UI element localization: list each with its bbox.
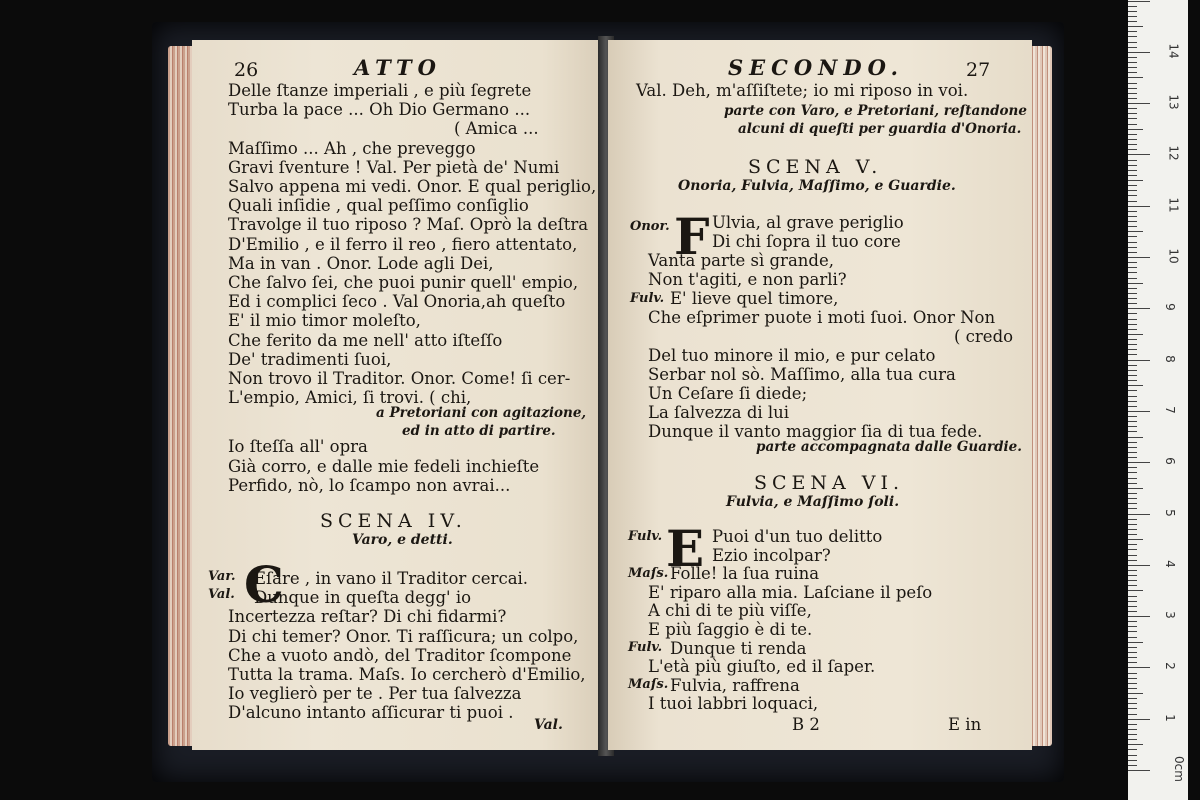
- verse-line: ( Amica ...: [454, 119, 539, 139]
- ruler-label: 6: [1162, 457, 1177, 466]
- verse-line: E più ſaggio è di te.: [648, 620, 813, 639]
- ruler-tick: [1128, 719, 1150, 720]
- ruler-tick: [1128, 693, 1143, 694]
- ruler-tick: [1128, 575, 1137, 576]
- ruler-tick: [1128, 442, 1137, 443]
- ruler-tick: [1128, 170, 1137, 171]
- ruler-tick: [1128, 11, 1137, 12]
- ruler-tick: [1128, 467, 1137, 468]
- ruler-tick: [1128, 739, 1137, 740]
- ruler-tick: [1128, 570, 1137, 571]
- ruler-tick: [1128, 457, 1137, 458]
- ruler-tick: [1128, 303, 1137, 304]
- ruler-label: 12: [1166, 145, 1181, 162]
- scene-cast: Fulvia, e Maſſimo ſoli.: [726, 494, 900, 510]
- ruler-tick: [1128, 339, 1137, 340]
- ruler-tick: [1128, 498, 1137, 499]
- ruler-tick: [1128, 401, 1137, 402]
- ruler-tick: [1128, 580, 1137, 581]
- verse-line: Maſſimo ... Ah , che preveggo: [228, 138, 476, 158]
- ruler-tick: [1128, 124, 1137, 125]
- ruler-tick: [1128, 201, 1137, 202]
- page-number-left: 26: [234, 59, 259, 81]
- ruler-tick: [1128, 678, 1137, 679]
- ruler-tick: [1128, 360, 1150, 361]
- ruler-label: 11: [1166, 197, 1181, 213]
- ruler-tick: [1128, 380, 1137, 381]
- ruler-tick: [1128, 242, 1137, 243]
- verse-line: I tuoi labbri loquaci,: [648, 694, 819, 714]
- ruler-tick: [1128, 257, 1150, 258]
- ruler-tick: [1128, 508, 1137, 509]
- ruler-tick: [1128, 755, 1137, 756]
- verse-line: Non trovo il Traditor. Onor. Come! ſi cer-: [228, 369, 571, 388]
- ruler-tick: [1128, 606, 1137, 607]
- ruler-label: 7: [1162, 406, 1177, 414]
- scene-cast: Onoria, Fulvia, Maſſimo, e Guardie.: [678, 178, 956, 194]
- ruler-tick: [1128, 57, 1137, 58]
- ruler-tick: [1128, 683, 1137, 684]
- ruler-tick: [1128, 596, 1137, 597]
- verse-line: La ſalvezza di lui: [648, 403, 790, 422]
- ruler-tick: [1128, 47, 1137, 48]
- ruler-tick: [1128, 462, 1150, 463]
- ruler-tick: [1128, 529, 1137, 530]
- ruler-tick: [1128, 211, 1137, 212]
- ruler-tick: [1128, 652, 1137, 653]
- catchword: E in: [948, 715, 982, 734]
- ruler-tick: [1128, 539, 1143, 540]
- ruler-tick: [1128, 175, 1137, 176]
- ruler-tick: [1128, 313, 1137, 314]
- ruler-label: 4: [1162, 559, 1177, 568]
- ruler-tick: [1128, 421, 1137, 422]
- ruler-tick: [1128, 765, 1137, 766]
- ruler-tick: [1128, 83, 1137, 84]
- verse-line: Io ſteſſa all' opra: [228, 437, 368, 456]
- ruler-tick: [1128, 149, 1137, 150]
- ruler-tick: [1128, 724, 1137, 725]
- ruler-tick: [1128, 252, 1137, 253]
- ruler-label: 1: [1162, 713, 1177, 722]
- ruler-tick: [1128, 308, 1150, 309]
- ruler-tick: [1128, 642, 1143, 643]
- ruler-tick: [1128, 42, 1137, 43]
- ruler-tick: [1128, 503, 1137, 504]
- ruler-tick: [1128, 673, 1137, 674]
- scene-cast: Varo, e detti.: [352, 532, 453, 548]
- ruler-tick: [1128, 416, 1137, 417]
- verse-line: ( credo: [954, 327, 1014, 346]
- verse-line: E' il mio timor moleſto,: [228, 311, 421, 331]
- ruler-tick: [1128, 621, 1137, 622]
- ruler-tick: [1128, 216, 1137, 217]
- ruler-tick: [1128, 749, 1137, 750]
- ruler-tick: [1128, 565, 1150, 566]
- ruler-tick: [1128, 231, 1143, 232]
- speaker-label: Var.: [208, 569, 236, 584]
- ruler-tick: [1128, 431, 1137, 432]
- verse-line: A chi di te più viſſe,: [648, 601, 812, 621]
- ruler-tick: [1128, 483, 1137, 484]
- measurement-ruler: [1128, 0, 1188, 800]
- ruler-tick: [1128, 549, 1137, 550]
- verse-line: Ezio incolpar?: [712, 545, 831, 565]
- ruler-tick: [1128, 667, 1150, 668]
- ruler-tick: [1128, 62, 1137, 63]
- verse-line: Delle ſtanze imperiali , e più ſegrete: [228, 81, 532, 100]
- verse-line: Io veglierò per te . Per tua ſalvezza: [228, 684, 522, 704]
- verse-line: Gravi ſventure ! Val. Per pietà de' Numi: [228, 157, 560, 177]
- ruler-tick: [1128, 31, 1137, 32]
- speaker-label: Fulv.: [628, 640, 663, 655]
- drop-cap: E: [666, 519, 705, 578]
- verse-line: Tutta la trama. Maſs. Io cercherò d'Emilio,: [228, 665, 586, 684]
- stage-direction: parte con Varo, e Pretoriani, reſtandone: [724, 103, 1027, 119]
- verse-line: Fulvia, raffrena: [670, 675, 800, 695]
- ruler-tick: [1128, 221, 1137, 222]
- ruler-tick: [1128, 195, 1137, 196]
- speaker-label: Fulv.: [630, 291, 665, 306]
- ruler-tick: [1128, 118, 1137, 119]
- ruler-tick: [1128, 437, 1143, 438]
- ruler-tick: [1128, 729, 1137, 730]
- ruler-tick: [1128, 616, 1150, 617]
- speaker-label: Maſs.: [628, 566, 669, 581]
- ruler-tick: [1128, 354, 1137, 355]
- ruler-tick: [1128, 267, 1137, 268]
- verse-line: Che eſprimer puote i moti ſuoi. Onor Non: [648, 308, 996, 327]
- verse-line: E' lieve quel timore,: [670, 289, 839, 308]
- verse-line: Dunque in queſta degg' io: [254, 588, 472, 608]
- verse-line: L'età più giuſto, ed il ſaper.: [648, 657, 876, 677]
- ruler-tick: [1128, 770, 1150, 771]
- verse-line: Di chi temer? Onor. Ti raſſicura; un colpo,: [228, 626, 579, 646]
- drop-cap: F: [674, 207, 710, 266]
- ruler-tick: [1128, 165, 1137, 166]
- ruler-tick: [1128, 472, 1137, 473]
- ruler-tick: [1128, 103, 1150, 104]
- ruler-tick: [1128, 344, 1137, 345]
- ruler-tick: [1128, 734, 1137, 735]
- ruler-tick: [1128, 601, 1137, 602]
- ruler-tick: [1128, 478, 1137, 479]
- ruler-tick: [1128, 560, 1137, 561]
- ruler-label: 8: [1162, 354, 1177, 363]
- verse-line: Perfido, nò, lo ſcampo non avrai...: [228, 476, 511, 495]
- ruler-tick: [1128, 385, 1143, 386]
- ruler-tick: [1128, 298, 1137, 299]
- verse-line: Dunque ti renda: [670, 638, 807, 658]
- ruler-tick: [1128, 703, 1137, 704]
- speaker-label: Val.: [208, 587, 235, 602]
- ruler-tick: [1128, 319, 1137, 320]
- scene-title: SCENA IV.: [320, 510, 467, 532]
- verse-line: Del tuo minore il mio, e pur celato: [648, 346, 936, 365]
- ruler-tick: [1128, 698, 1137, 699]
- ruler-tick: [1128, 688, 1137, 689]
- right-page: [608, 40, 1032, 750]
- running-head-left: ATTO: [354, 55, 442, 80]
- speaker-label: Maſs.: [628, 677, 669, 692]
- right-page-edges: [1030, 46, 1052, 746]
- ruler-tick: [1128, 113, 1137, 114]
- verse-line: Quali inſidie , qual peſſimo conſiglio: [228, 196, 529, 216]
- verse-line: Dunque il vanto maggior ſia di tua fede.: [648, 422, 983, 441]
- ruler-tick: [1128, 647, 1137, 648]
- ruler-tick: [1128, 744, 1143, 745]
- catchword: Val.: [534, 717, 563, 733]
- stage-direction: parte accompagnata dalle Guardie.: [756, 439, 1022, 455]
- verse-line: De' tradimenti ſuoi,: [228, 349, 392, 369]
- ruler-tick: [1128, 452, 1137, 453]
- verse-line: Che ferito da me nell' atto iſteſſo: [228, 330, 503, 350]
- ruler-tick: [1128, 72, 1137, 73]
- verse-line: Vanta parte sì grande,: [648, 251, 834, 270]
- speaker-label: Onor.: [630, 219, 670, 234]
- stage-direction: ed in atto di partire.: [402, 423, 556, 439]
- ruler-tick: [1128, 657, 1137, 658]
- verse-line: Un Ceſare ſi diede;: [648, 384, 808, 403]
- ruler-tick: [1128, 247, 1137, 248]
- ruler-tick: [1128, 370, 1137, 371]
- verse-line: D'Emilio , e il ferro il reo , fiero attentato,: [228, 234, 578, 254]
- ruler-tick: [1128, 514, 1150, 515]
- ruler-tick: [1128, 108, 1137, 109]
- ruler-tick: [1128, 519, 1137, 520]
- verse-line: Salvo appena mi vedi. Onor. E qual periglio,: [228, 177, 597, 196]
- ruler-tick: [1128, 406, 1137, 407]
- ruler-tick: [1128, 144, 1137, 145]
- ruler-tick: [1128, 52, 1150, 53]
- ruler-tick: [1128, 662, 1137, 663]
- verse-line: Non t'agiti, e non parli?: [648, 270, 847, 289]
- verse-line: Già corro, e dalle mie fedeli inchieſte: [228, 456, 540, 476]
- ruler-tick: [1128, 77, 1143, 78]
- verse-line: L'empio, Amici, ſi trovi. ( chi,: [228, 388, 472, 408]
- stage-direction: alcuni di queſti per guardia d'Onoria.: [738, 121, 1022, 137]
- ruler-tick: [1128, 708, 1137, 709]
- ruler-tick: [1128, 21, 1137, 22]
- verse-line: Di chi ſopra il tuo core: [712, 232, 901, 251]
- verse-line: Travolge il tuo riposo ? Maſ. Oprò la deſtra: [228, 215, 589, 235]
- ruler-tick: [1128, 349, 1137, 350]
- ruler-tick: [1128, 160, 1137, 161]
- ruler-tick: [1128, 590, 1143, 591]
- ruler-tick: [1128, 411, 1150, 412]
- ruler-tick: [1128, 16, 1137, 17]
- verse-line: Folle! la ſua ruina: [670, 564, 820, 584]
- left-page: [192, 40, 604, 750]
- signature-mark: B 2: [792, 715, 820, 734]
- verse-line: Ed i complici ſeco . Val Onoria,ah queſto: [228, 292, 566, 312]
- ruler-label: 10: [1166, 248, 1181, 264]
- ruler-tick: [1128, 98, 1137, 99]
- verse-line: Eſare , in vano il Traditor cercai.: [254, 569, 529, 588]
- speaker-label: Fulv.: [628, 529, 663, 544]
- ruler-tick: [1128, 626, 1137, 627]
- ruler-tick: [1128, 396, 1137, 397]
- ruler-tick: [1128, 714, 1137, 715]
- ruler-label: 5: [1162, 508, 1177, 517]
- verse-line: Che ſalvo ſei, che puoi punir quell' empio,: [228, 273, 579, 292]
- ruler-tick: [1128, 631, 1137, 632]
- ruler-tick: [1128, 329, 1137, 330]
- ruler-tick: [1128, 334, 1143, 335]
- ruler-tick: [1128, 288, 1137, 289]
- verse-line: Ma in van . Onor. Lode agli Dei,: [228, 253, 494, 273]
- ruler-tick: [1128, 534, 1137, 535]
- ruler-tick: [1128, 611, 1137, 612]
- ruler-tick: [1128, 324, 1137, 325]
- ruler-tick: [1128, 293, 1137, 294]
- ruler-tick: [1128, 524, 1137, 525]
- verse-line: Incertezza reſtar? Di chi fidarmi?: [228, 607, 507, 627]
- stage-direction: a Pretoriani con agitazione,: [376, 405, 587, 421]
- ruler-tick: [1128, 93, 1137, 94]
- ruler-tick: [1128, 206, 1150, 207]
- verse-line: Puoi d'un tuo delitto: [712, 527, 883, 546]
- verse-line: Turba la pace ... Oh Dio Germano ...: [228, 100, 531, 120]
- ruler-tick: [1128, 226, 1137, 227]
- ruler-label: 14: [1166, 43, 1181, 59]
- scene-title: SCENA V.: [748, 156, 883, 178]
- ruler-tick: [1128, 6, 1137, 7]
- ruler-tick: [1128, 493, 1137, 494]
- ruler-tick: [1128, 139, 1137, 140]
- ruler-tick: [1128, 488, 1143, 489]
- ruler-tick: [1128, 272, 1137, 273]
- verse-line: D'alcuno intanto aſſicurar ti puoi .: [228, 703, 514, 723]
- ruler-tick: [1128, 190, 1137, 191]
- ruler-tick: [1128, 637, 1137, 638]
- ruler-tick: [1128, 262, 1137, 263]
- ruler-tick: [1128, 426, 1137, 427]
- verse-line: Ulvia, al grave periglio: [712, 213, 904, 232]
- running-head-right: SECONDO.: [728, 55, 904, 80]
- ruler-label: 3: [1162, 611, 1177, 619]
- ruler-tick: [1128, 585, 1137, 586]
- verse-line: Serbar nol sò. Maſſimo, alla tua cura: [648, 365, 956, 384]
- ruler-label: 2: [1162, 662, 1177, 671]
- ruler-tick: [1128, 129, 1143, 130]
- ruler-tick: [1128, 283, 1143, 284]
- ruler-tick: [1128, 365, 1137, 366]
- ruler-tick: [1128, 134, 1137, 135]
- ruler-tick: [1128, 236, 1137, 237]
- ruler-label: 13: [1166, 94, 1181, 110]
- ruler-tick: [1128, 185, 1137, 186]
- ruler-tick: [1128, 760, 1137, 761]
- ruler-tick: [1128, 375, 1137, 376]
- ruler-tick: [1128, 1, 1150, 2]
- drop-cap: C: [244, 555, 284, 614]
- ruler-tick: [1128, 180, 1143, 181]
- ruler-tick: [1128, 36, 1137, 37]
- ruler-tick: [1128, 26, 1143, 27]
- ruler-tick: [1128, 447, 1137, 448]
- ruler-tick: [1128, 390, 1137, 391]
- ruler-label: 9: [1162, 303, 1177, 312]
- page-number-right: 27: [966, 59, 991, 81]
- verse-line: Val. Deh, m'aſſiſtete; io mi riposo in voi.: [636, 81, 969, 100]
- ruler-tick: [1128, 67, 1137, 68]
- ruler-tick: [1128, 154, 1150, 155]
- ruler-tick: [1128, 555, 1137, 556]
- ruler-tick: [1128, 278, 1137, 279]
- scene-title: SCENA VI.: [754, 472, 905, 494]
- ruler-tick: [1128, 88, 1137, 89]
- verse-line: Che a vuoto andò, del Traditor ſcompone: [228, 645, 572, 665]
- verse-line: E' riparo alla mia. Laſciane il peſo: [648, 582, 933, 602]
- ruler-label: 0cm: [1171, 756, 1186, 782]
- ruler-tick: [1128, 544, 1137, 545]
